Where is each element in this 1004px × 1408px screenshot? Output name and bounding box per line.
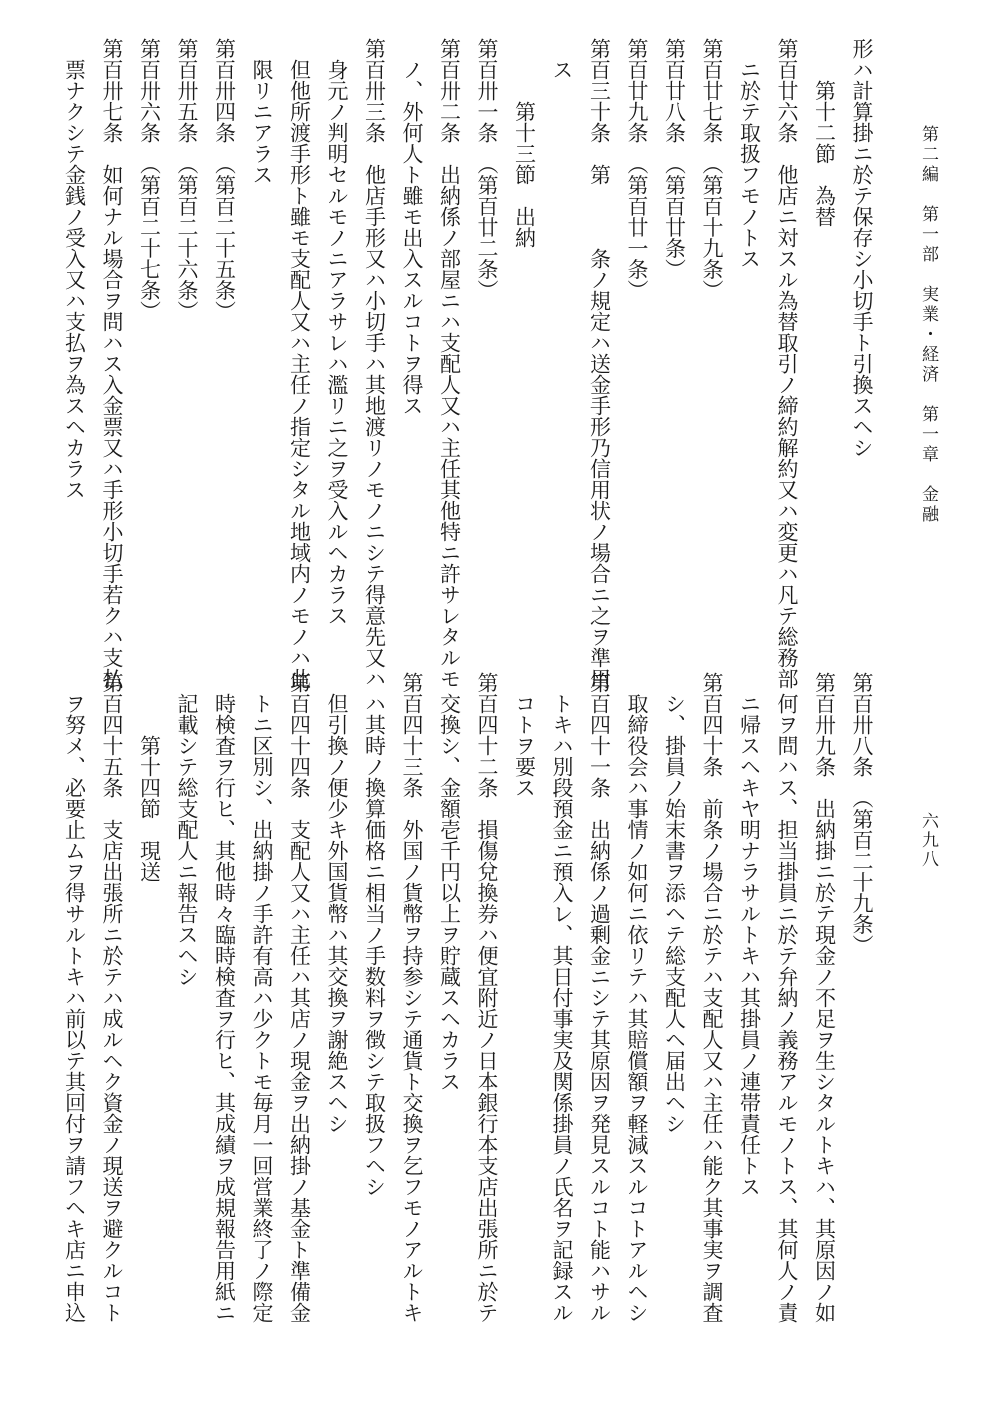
- text-line: トキハ別段預金ニ預入レ、其日付事実及関係掛員ノ氏名ヲ記録スル: [550, 693, 574, 1323]
- text-line: 第百卅七条 如何ナル場合ヲ問ハス入金票又ハ手形小切手若クハ支払: [100, 38, 124, 689]
- text-line: 何ヲ問ハス、担当掛員ニ於テ弁納ノ義務アルモノトス、其何人ノ責: [775, 693, 799, 1323]
- text-line: 第十三節 出納: [512, 101, 537, 248]
- text-line: 第百四十二条 損傷兌換券ハ便宜附近ノ日本銀行本支店出張所ニ於テ: [475, 672, 499, 1323]
- text-line: 第百卅一条 （第百廿二条）: [475, 38, 499, 301]
- text-line: 票ナクシテ金銭ノ受入又ハ支払ヲ為スヘカラス: [62, 59, 87, 500]
- text-line: ノ、外何人ト雖モ出入スルコトヲ得ス: [400, 59, 424, 416]
- text-line: 第百廿九条 （第百廿一条）: [625, 38, 649, 301]
- text-line: 第百四十四条 支配人又ハ主任ハ其店ノ現金ヲ出納掛ノ基金ト準備金: [287, 672, 312, 1323]
- text-block-lower: [62, 672, 880, 1372]
- text-line: 第百四十三条 外国ノ貨幣ヲ持参シテ通貨ト交換ヲ乞フモノアルトキ: [400, 672, 424, 1323]
- text-line: 第百四十一条 出納係ノ過剰金ニシテ其原因ヲ発見スルコト能ハサル: [587, 672, 612, 1323]
- text-line: 但他所渡手形ト雖モ支配人又ハ主任ノ指定シタル地域内ノモノハ此: [287, 59, 312, 689]
- text-line: ス: [550, 59, 574, 80]
- text-line: ハ其時ノ換算価格ニ相当ノ手数料ヲ徴シテ取扱フヘシ: [362, 693, 387, 1197]
- text-line: 第十四節 現送: [137, 735, 162, 882]
- text-line: コトヲ要ス: [512, 693, 537, 798]
- text-line: 第百卅八条 （第百二十九条）: [850, 672, 874, 956]
- text-line: 第百廿八条 （第百廿条）: [662, 38, 687, 280]
- text-line: 第百卅五条 （第百二十六条）: [175, 38, 199, 322]
- text-line: 第十二節 為替: [812, 80, 837, 227]
- text-line: ヲ努メ、必要止ムヲ得サルトキハ前以テ其回付ヲ請フヘキ店ニ申込: [62, 693, 87, 1323]
- text-line: シ、掛員ノ始末書ヲ添ヘテ総支配人ヘ届出ヘシ: [662, 693, 687, 1134]
- page-number: 六九八: [918, 812, 938, 869]
- text-line: 交換シ、金額壱千円以上ヲ貯蔵スヘカラス: [437, 693, 462, 1092]
- text-line: 但引換ノ便少キ外国貨幣ハ其交換ヲ謝絶スヘシ: [325, 693, 349, 1134]
- text-line: 第百三十条 第 条ノ規定ハ送金手形乃信用状ノ場合ニ之ヲ準用: [587, 38, 612, 689]
- text-line: 第百卅二条 出納係ノ部屋ニハ支配人又ハ主任其他特ニ許サレタルモ: [437, 38, 462, 689]
- text-line: 形ハ計算掛ニ於テ保存シ小切手ト引換スヘシ: [850, 38, 874, 458]
- text-line: 記載シテ総支配人ニ報告スヘシ: [175, 693, 199, 987]
- text-line: 取締役会ハ事情ノ如何ニ依リテハ其賠償額ヲ軽減スルコトアルヘシ: [625, 693, 649, 1323]
- text-line: 第百廿六条 他店ニ対スル為替取引ノ締約解約又ハ変更ハ凡テ総務部: [775, 38, 799, 689]
- text-line: 第百卅九条 出納掛ニ於テ現金ノ不足ヲ生シタルトキハ、其原因ノ如: [812, 672, 837, 1323]
- text-line: 時検査ヲ行ヒ、其他時々臨時検査ヲ行ヒ、其成績ヲ成規報告用紙ニ: [212, 693, 237, 1323]
- text-line: 第百四十条 前条ノ場合ニ於テハ支配人又ハ主任ハ能ク其事実ヲ調査: [700, 672, 724, 1323]
- running-header: 第二編 第一部 実業・経済 第一章 金融: [918, 125, 938, 525]
- text-line: トニ区別シ、出納掛ノ手許有高ハ少クトモ毎月一回営業終了ノ際定: [250, 693, 274, 1323]
- text-block-upper: [62, 38, 880, 689]
- text-line: ニ於テ取扱フモノトス: [737, 59, 762, 269]
- text-line: ニ帰スヘキヤ明ナラサルトキハ其掛員ノ連帯責任トス: [737, 693, 762, 1197]
- text-line: 限リニアラス: [250, 59, 274, 185]
- text-line: 第百廿七条 （第百十九条）: [700, 38, 724, 301]
- text-line: 第百四十五条 支店出張所ニ於テハ成ルヘク資金ノ現送ヲ避クルコト: [100, 672, 124, 1323]
- text-line: 第百卅三条 他店手形又ハ小切手ハ其地渡リノモノニシテ得意先又ハ: [362, 38, 387, 689]
- text-line: 身元ノ判明セルモノニアラサレハ濫リニ之ヲ受入ルヘカラス: [325, 59, 349, 626]
- text-line: 第百卅四条 （第百二十五条）: [212, 38, 237, 322]
- text-line: 第百卅六条 （第百二十七条）: [137, 38, 162, 322]
